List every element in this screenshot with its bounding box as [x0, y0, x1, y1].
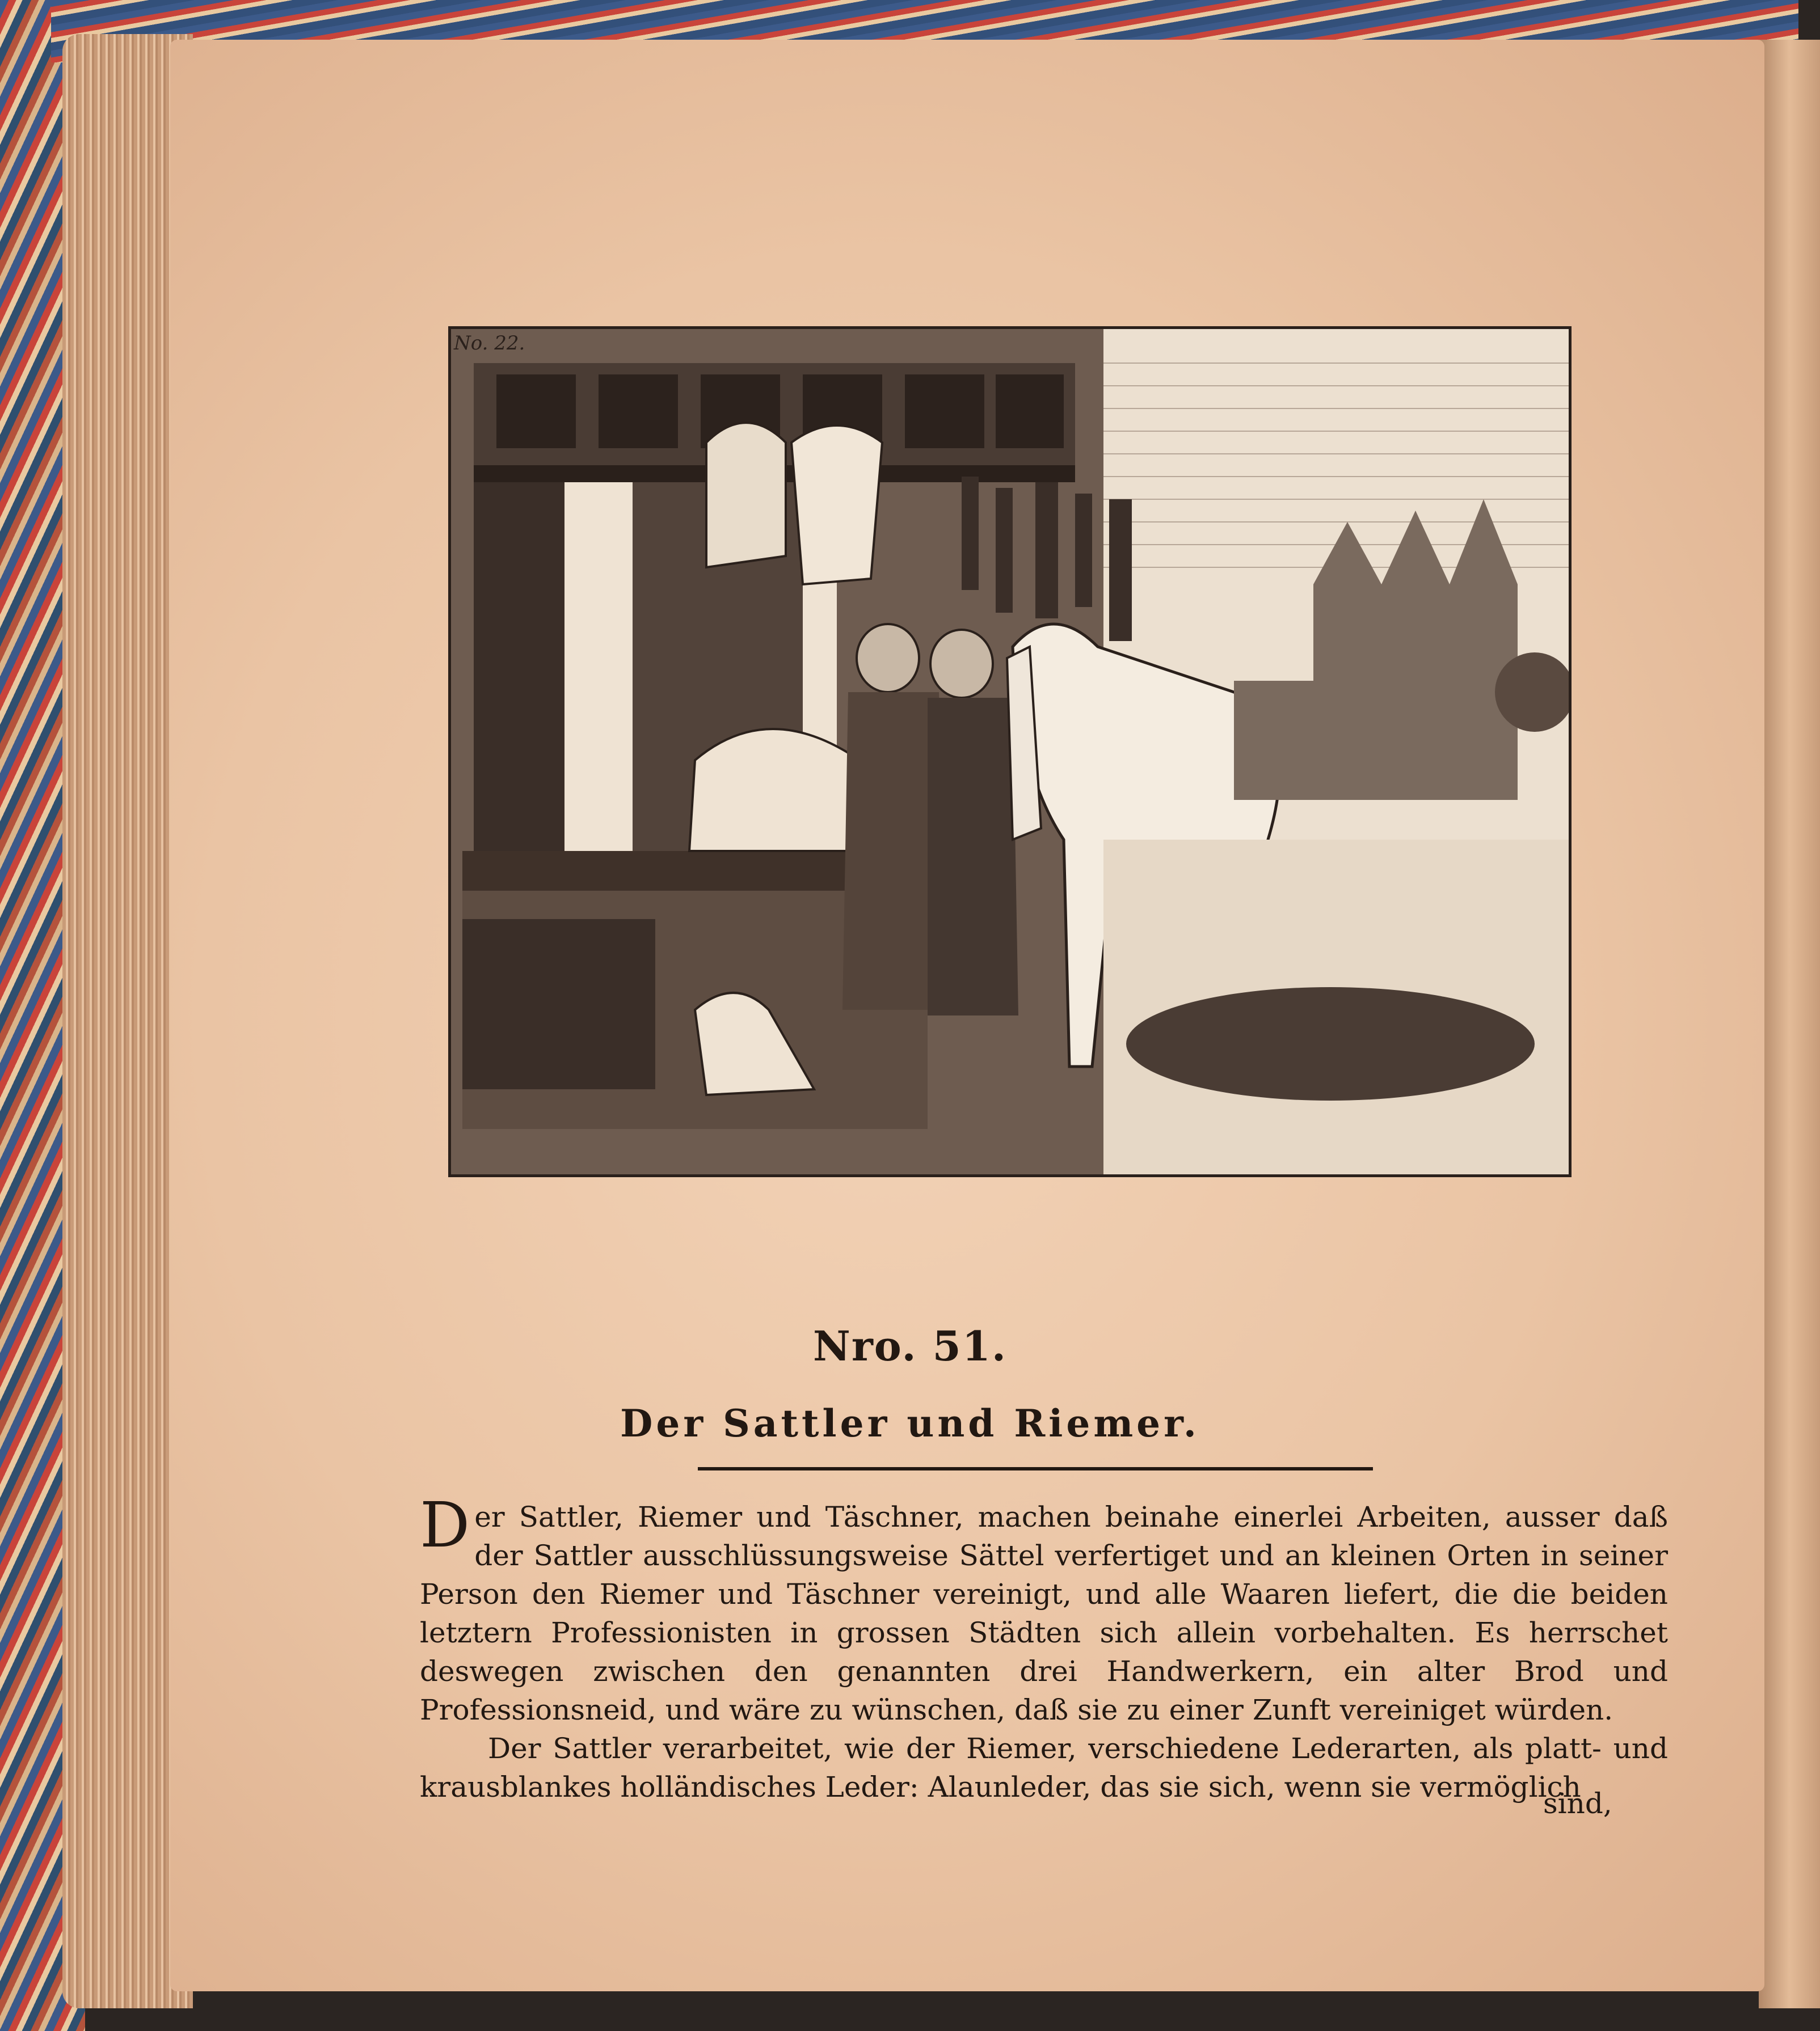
page-title: Der Sattler und Riemer.	[620, 1401, 1200, 1446]
paragraph: Der Sattler, Riemer und Täschner, machen beinahe einerlei Arbeiten, ausser daß der Sattler ausschlüssungsweise Sättel verfertiget und an kleinen Orten in seiner Person den Riemer und Täschner vereinigt, und alle Waaren liefert, die die beiden letztern Professionisten in grossen Städten sich allein vorbehalten. Es herrschet deswegen zwischen den genannten drei Handwerkern, ein alter Brod und Professionsneid, und wäre zu wünschen, daß sie zu einer Zunft vereiniget würden.	[420, 1489, 1668, 1726]
saddler-scene-drawing	[451, 329, 1572, 1177]
title-underline	[698, 1467, 1373, 1470]
facing-page-edge	[1759, 40, 1820, 2008]
catchword: sind,	[1543, 1787, 1612, 1820]
paragraph: Der Sattler verarbeitet, wie der Riemer, verschiedene Lederarten, als platt- und krausblankes holländisches Leder: Alaunleder, das sie sich, wenn sie vermöglich	[420, 1732, 1668, 1804]
plate-number: No. 22.	[454, 332, 525, 355]
engraving-illustration	[448, 326, 1572, 1177]
body-text	[420, 1489, 1668, 1806]
chapter-number: Nro. 51.	[813, 1322, 1007, 1370]
